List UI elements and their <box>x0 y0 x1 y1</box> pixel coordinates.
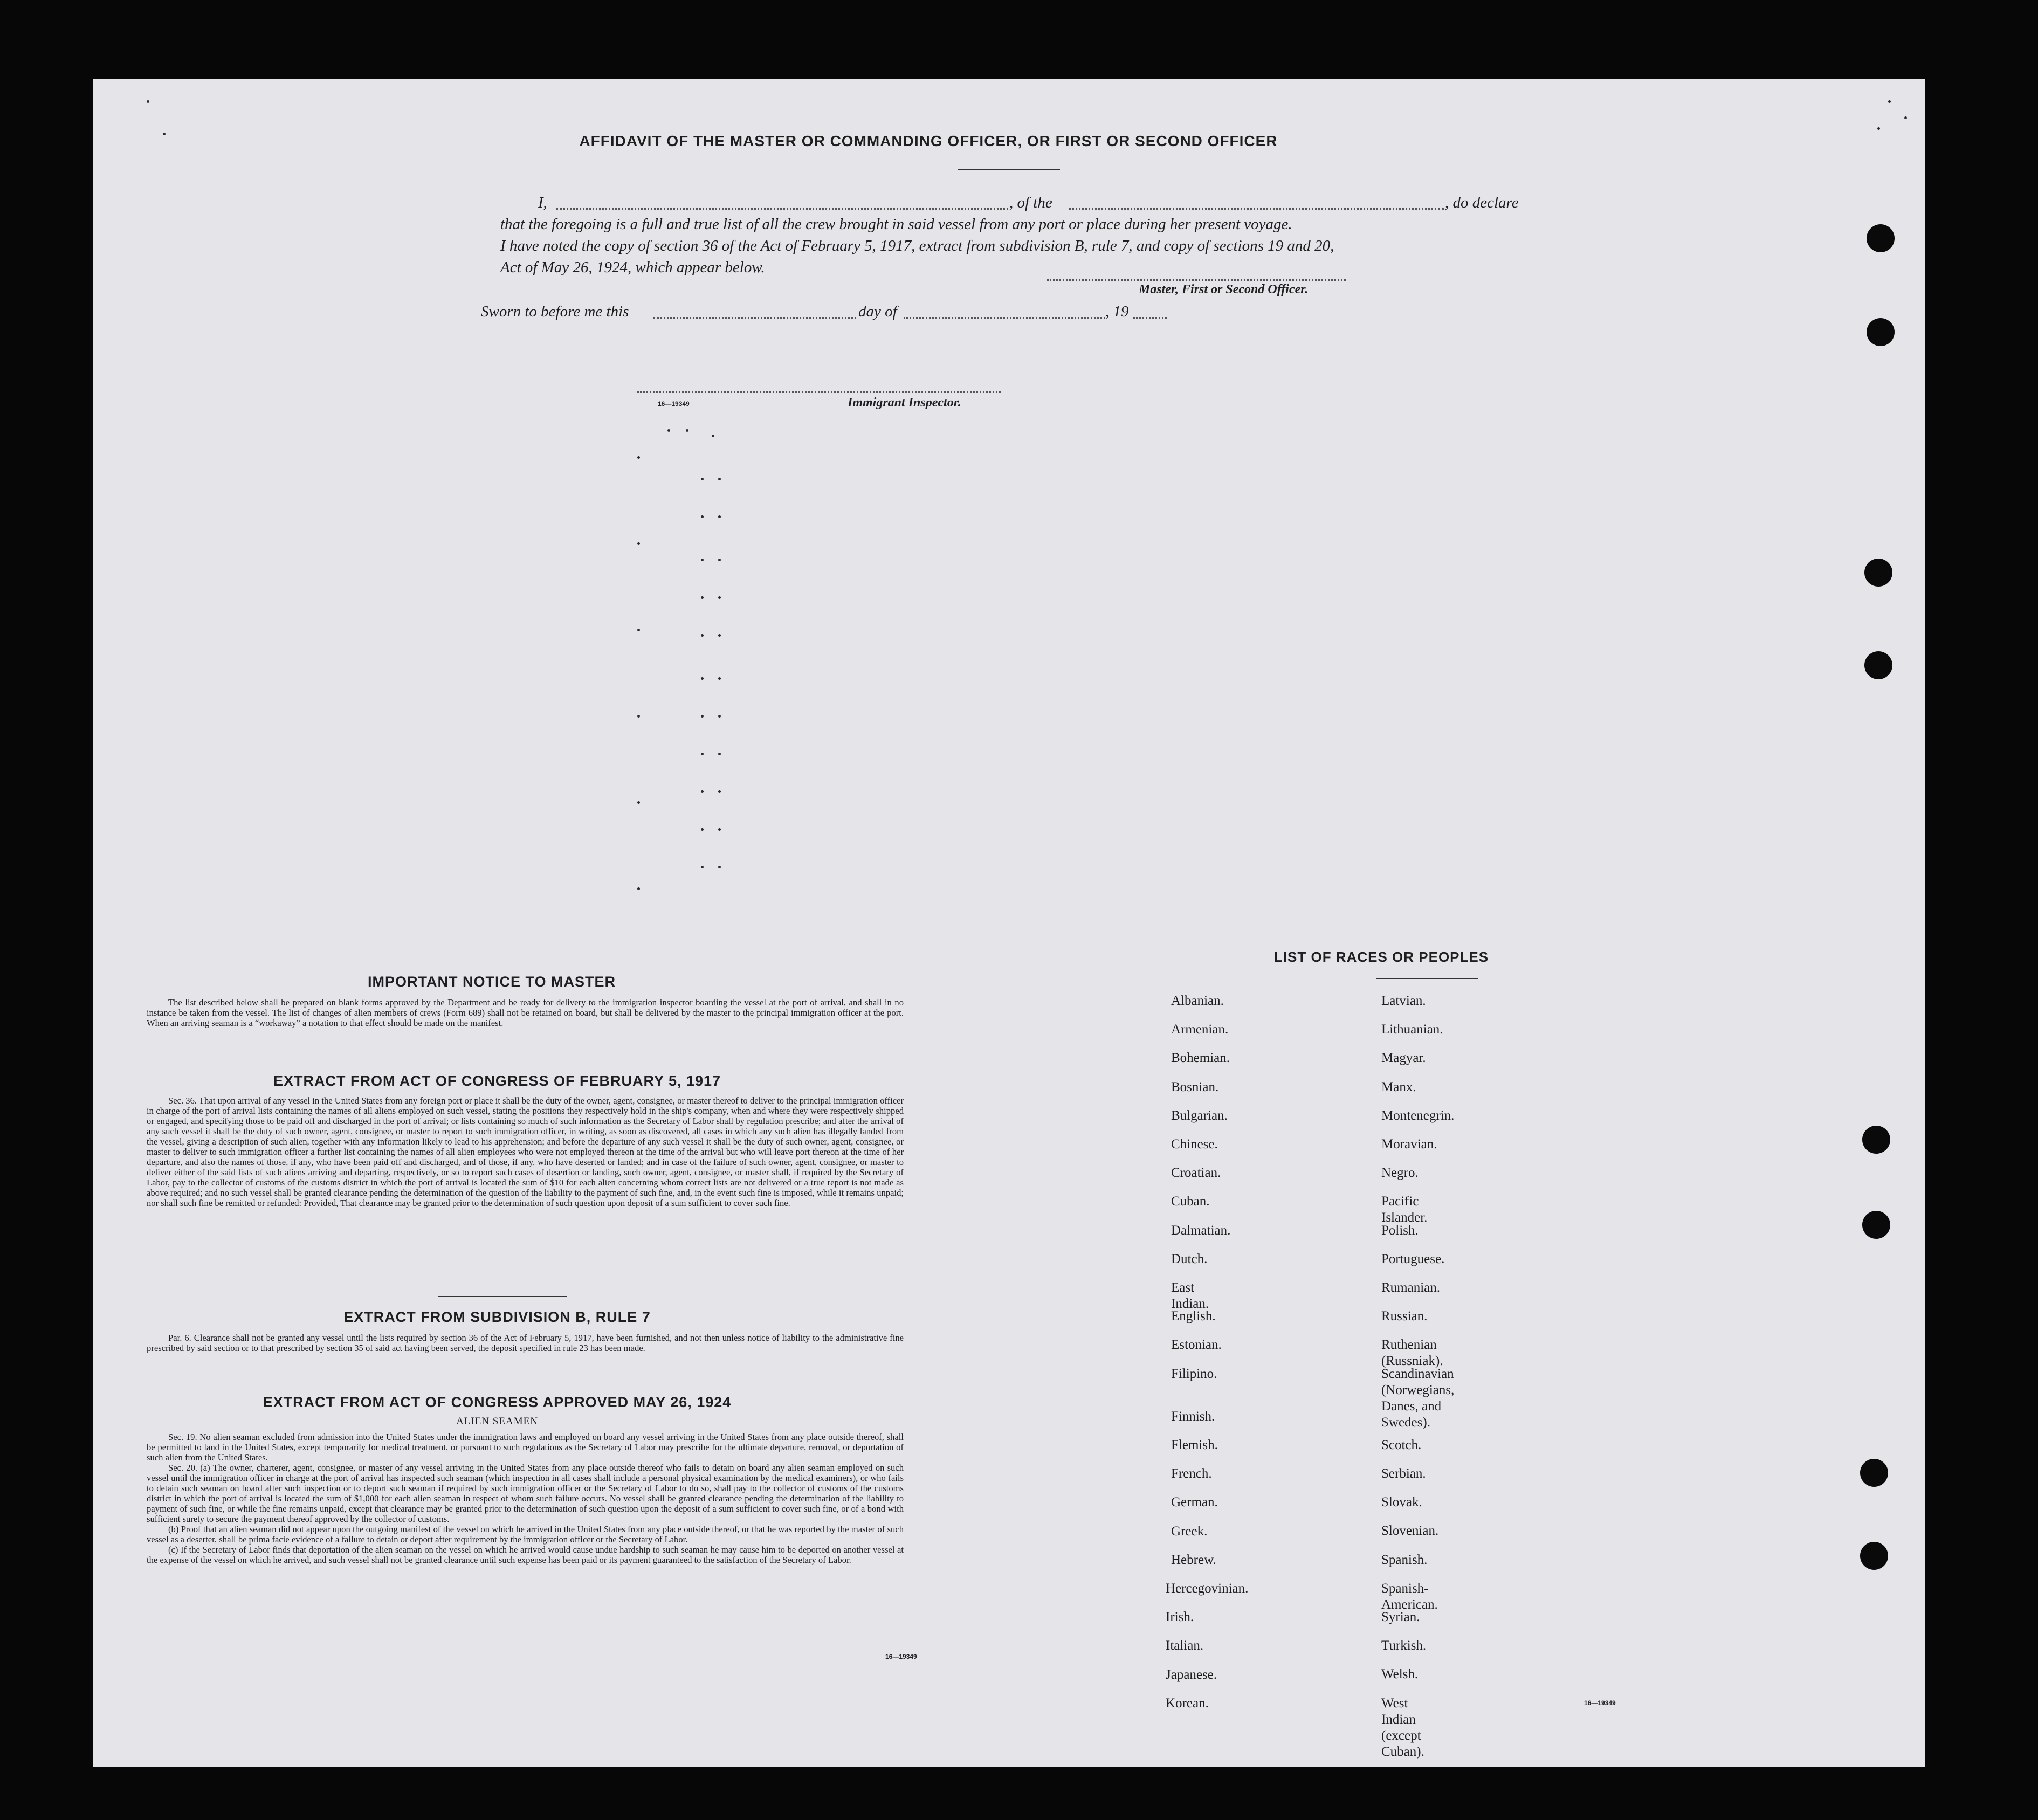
binder-hole <box>1860 1542 1888 1570</box>
race-item: Magyar. <box>1381 1051 1426 1066</box>
affidavit-line-2: that the foregoing is a full and true list of all the crew brought in said vessel from any port or place during her present voyage. <box>500 216 1292 233</box>
race-item: Ruthenian (Russniak). <box>1381 1338 1443 1369</box>
binder-hole <box>1867 318 1895 346</box>
race-item: Scotch. <box>1381 1437 1422 1452</box>
race-item: Japanese. <box>1166 1667 1217 1682</box>
race-item: Rumanian. <box>1381 1280 1441 1295</box>
race-item: Montenegrin. <box>1381 1108 1455 1123</box>
races-title: LIST OF RACES OR PEOPLES <box>1273 949 1489 965</box>
inspector-signature-line <box>637 391 1001 393</box>
race-item: West Indian (except Cuban). <box>1381 1695 1424 1759</box>
form-page <box>93 79 1925 1767</box>
binder-hole <box>1867 224 1895 252</box>
day-of-label: day of <box>858 303 897 320</box>
race-item: Scandinavian (Norwegians, Danes, and Swedes). <box>1381 1366 1455 1430</box>
race-item: Bosnian. <box>1171 1079 1219 1094</box>
race-item: Filipino. <box>1171 1366 1217 1381</box>
vessel-blank <box>1069 208 1444 210</box>
race-item: German. <box>1171 1495 1218 1510</box>
race-item: Armenian. <box>1171 1022 1229 1037</box>
race-item: Dalmatian. <box>1171 1223 1231 1238</box>
extract-1917-title: EXTRACT FROM ACT OF CONGRESS OF FEBRUARY 5, 1917 <box>273 1073 721 1089</box>
race-item: Spanish-American. <box>1381 1581 1438 1612</box>
extract-form-number: 16—19349 <box>885 1653 917 1660</box>
race-item: Korean. <box>1166 1695 1209 1711</box>
race-item: French. <box>1171 1466 1212 1481</box>
do-declare-label: , do declare <box>1445 194 1519 211</box>
binder-hole <box>1864 559 1892 587</box>
race-item: Latvian. <box>1381 994 1426 1008</box>
extract-1924-title: EXTRACT FROM ACT OF CONGRESS APPROVED MAY 26, 1924 <box>263 1394 732 1410</box>
subdivision-b-text: Par. 6. Clearance shall not be granted any vessel until the lists required by section 36 of the Act of February 5, 1917, have been furnished, and not then unless notice of liability to the administrative fine prescribed by said section or to that prescribed by section 35 of said act having been served, the deposit specified in rule 23 has been made. <box>147 1333 904 1353</box>
race-item: Bohemian. <box>1171 1051 1230 1066</box>
year-prefix: , 19 <box>1105 303 1129 320</box>
sec-19-text: Sec. 19. No alien seaman excluded from admission into the United States under the immigration laws and employed on board any vessel arriving in the United States from any place outside thereof, shall be permitted to land in the United States, except temporarily for medical treatment, or pursuant to such regulations as the Secretary of Labor may prescribe for the ultimate departure, removal, or deportation of such alien from the United States. <box>147 1432 904 1463</box>
binder-hole <box>1862 1211 1890 1239</box>
race-item: Spanish. <box>1381 1552 1428 1567</box>
race-item: Albanian. <box>1171 994 1224 1008</box>
race-item: Slovak. <box>1381 1495 1422 1510</box>
affidavit-line-4: Act of May 26, 1924, which appear below. <box>500 259 765 276</box>
extract-1924-body <box>147 1432 904 1565</box>
race-item: Moravian. <box>1381 1137 1437 1152</box>
race-item: Manx. <box>1381 1079 1416 1094</box>
races-title-underline <box>1376 978 1478 979</box>
affidavit-title: AFFIDAVIT OF THE MASTER OR COMMANDING OFFICER, OR FIRST OR SECOND OFFICER <box>579 133 1278 149</box>
sec-20a-text: Sec. 20. (a) The owner, charterer, agent, consignee, or master of any vessel arriving in the United States from any place outside thereof who fails to detain on board any alien seaman employed on such vessel until the immigration officer in charge at the port of arrival has inspected such seaman (which inspection in all cases shall include a personal physical examination by the medical examiners), or who fails to detain such seaman on board after such inspection or to deport such seaman if required by such immigration officer or the Secretary of Labor to do so, shall pay to the collector of customs of the customs district in which the port of arrival is located the sum of $1,000 for each alien seaman in respect of whom such failure occurs. No vessel shall be granted clearance pending the determination of the liability to payment of such fine, or while the fine remains unpaid, except that clearance may be granted prior to the determination of such question upon the deposit of a sum sufficient to cover such fine, or of a bond with sufficient surety to secure the payment thereof approved by the collector of customs. <box>147 1463 904 1524</box>
affidavit-line-3: I have noted the copy of section 36 of the Act of February 5, 1917, extract from subdivision B, rule 7, and copy of sections 19 and 20, <box>500 237 1334 254</box>
of-the-label: , of the <box>1009 194 1052 211</box>
race-item: Estonian. <box>1171 1338 1222 1353</box>
binder-hole <box>1864 651 1892 679</box>
race-item: Pacific Islander. <box>1381 1194 1428 1225</box>
sworn-label: Sworn to before me this <box>481 303 629 320</box>
race-item: Irish. <box>1166 1610 1194 1625</box>
race-item: Hebrew. <box>1171 1552 1216 1567</box>
inspector-label: Immigrant Inspector. <box>848 396 961 410</box>
master-signature-line <box>1047 279 1346 281</box>
race-item: Lithuanian. <box>1381 1022 1443 1037</box>
affidavit-text <box>500 192 1611 278</box>
divider-1 <box>438 1296 567 1297</box>
race-item: Polish. <box>1381 1223 1419 1238</box>
race-item: Slovenian. <box>1381 1523 1439 1539</box>
affidavit-line-1 <box>500 192 1611 213</box>
race-item: Welsh. <box>1381 1667 1419 1682</box>
i-label: I, <box>538 194 547 211</box>
binder-hole <box>1860 1459 1888 1487</box>
title-underline <box>958 169 1060 170</box>
race-item: English. <box>1171 1309 1216 1324</box>
year-blank <box>1133 317 1167 319</box>
race-item: Cuban. <box>1171 1194 1210 1209</box>
race-item: Turkish. <box>1381 1638 1427 1653</box>
sworn-day-blank <box>653 317 856 319</box>
race-item: Serbian. <box>1381 1466 1426 1481</box>
sworn-month-blank <box>904 317 1105 319</box>
notice-text: The list described below shall be prepared on blank forms approved by the Department and be ready for delivery to the immigration inspector boarding the vessel at the port of arrival, and shall in no instance be taken from the vessel. The list of changes of alien members of crews (Form 689) shall not be retained on board, but shall be delivered by the master to the principal immigration officer at the port. When an arriving seaman is a “workaway” a notation to that effect should be made on the manifest. <box>147 997 904 1028</box>
race-item: Negro. <box>1381 1166 1419 1181</box>
races-form-number: 16—19349 <box>1584 1699 1616 1707</box>
race-item: Greek. <box>1171 1523 1208 1539</box>
race-item: Flemish. <box>1171 1438 1218 1452</box>
race-item: Russian. <box>1381 1309 1428 1324</box>
alien-seamen-subtitle: ALIEN SEAMEN <box>456 1416 538 1427</box>
subdivision-b-title: EXTRACT FROM SUBDIVISION B, RULE 7 <box>343 1309 651 1325</box>
race-item: Dutch. <box>1171 1251 1208 1266</box>
master-signature-label: Master, First or Second Officer. <box>1139 282 1309 297</box>
race-item: Portuguese. <box>1381 1251 1445 1266</box>
race-item: Finnish. <box>1171 1409 1215 1424</box>
race-item: Croatian. <box>1171 1166 1221 1181</box>
notice-title: IMPORTANT NOTICE TO MASTER <box>368 974 616 990</box>
sec-20c-text: (c) If the Secretary of Labor finds that deportation of the alien seaman on the vessel on which he arrived would cause undue hardship to such seaman he may cause him to be deported on another vessel at the expense of the vessel on which he arrived, and such vessel shall not be granted clearance until such expense has been paid or its payment guaranteed to the satisfaction of the Secretary of Labor. <box>147 1545 904 1565</box>
extract-1917-text: Sec. 36. That upon arrival of any vessel in the United States from any foreign port or place it shall be the duty of the owner, agent, consignee, or master thereof to deliver to the principal immigration officer in charge of the port of arrival lists containing the names of all aliens employed on such vessel, stating the positions they respectively hold in the ship's company, when and where they were respectively shipped or engaged, and specifying those to be paid off and discharged in the port of arrival; or lists containing so much of such information as the Secretary of Labor shall by regulation prescribe; and after the arrival of any such vessel it shall be the duty of such owner, agent, consignee, or master to report to such immigration officer, in writing, as soon as discovered, all cases in which any such alien has illegally landed from the vessel, giving a description of such alien, together with any information likely to lead to his apprehension; and before the departure of any such vessel it shall be the duty of such owner, agent, consignee, or master to deliver to such immigration officer a further list containing the names of all alien employees who were not employed thereon at the time of the arrival but who will leave port thereon at the time of her departure, and also the names of those, if any, who have been paid off and discharged, and of those, if any, who have deserted or landed; and in case of the failure of such owner, agent, consignee, or master to deliver either of the said lists of such aliens arriving and departing, respectively, or so to report such cases of desertion or landing, such owner, agent, consignee, or master shall, if required by the Secretary of Labor, pay to the collector of customs of the customs district in which the port of arrival is located the sum of $10 for each alien concerning whom correct lists are not delivered or a true report is not made as above required; and no such vessel shall be granted clearance pending the determination of the question of the liability to the payment of such fine, and, in the event such fine is imposed, while it remains unpaid; nor shall such fine be remitted or refunded: Provided, That clearance may be granted prior to the determination of such question upon deposit of a sum sufficient to cover such fine. <box>147 1095 904 1208</box>
race-item: Italian. <box>1166 1638 1204 1653</box>
race-item: Hercegovinian. <box>1166 1581 1249 1596</box>
race-item: Bulgarian. <box>1171 1108 1228 1123</box>
race-item: East Indian. <box>1171 1280 1209 1311</box>
binder-hole <box>1862 1126 1890 1154</box>
race-item: Syrian. <box>1381 1610 1420 1624</box>
sec-20b-text: (b) Proof that an alien seaman did not appear upon the outgoing manifest of the vessel on which he arrived in the United States from any place outside thereof, or that he was reported by the master of such vessel as a deserter, shall be prima facie evidence of a failure to detain or deport after requirement by the immigration officer or the Secretary of Labor. <box>147 1524 904 1545</box>
name-blank <box>556 208 1008 210</box>
race-item: Chinese. <box>1171 1137 1218 1152</box>
affidavit-form-number: 16—19349 <box>658 400 690 408</box>
